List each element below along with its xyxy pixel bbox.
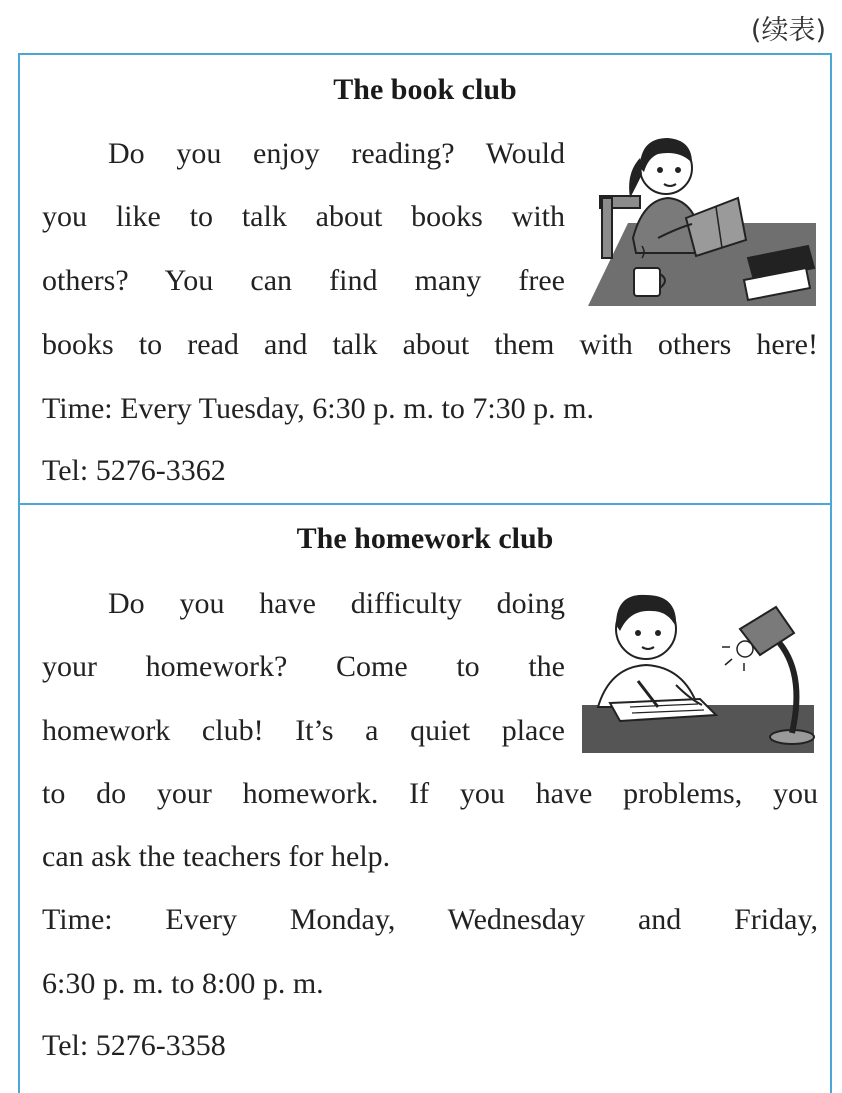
homework-club-time-2: 6:30 p. m. to 8:00 p. m. [42, 967, 324, 1000]
homework-club-line-1: Do you have difficulty doing [108, 587, 565, 620]
homework-club-line-3: homework club! It’s a quiet place [42, 714, 565, 747]
homework-club-line-5: can ask the teachers for help. [42, 840, 391, 873]
continued-label: (续表) [750, 15, 826, 46]
homework-club-time-1: Time: Every Monday, Wednesday and Friday, [42, 903, 818, 936]
homework-club-line-2: your homework? Come to the [42, 650, 565, 683]
boy-studying-illustration [580, 581, 816, 757]
book-club-line-4: books to read and talk about them with others here! [42, 328, 818, 361]
girl-reading-illustration [588, 128, 818, 308]
book-club-line-1: Do you enjoy reading? Would [108, 137, 565, 170]
book-club-line-2: you like to talk about books with [42, 200, 565, 233]
homework-club-title: The homework club [296, 522, 554, 555]
book-club-title: The book club [333, 73, 517, 106]
book-club-tel: Tel: 5276-3362 [42, 454, 226, 487]
book-club-time: Time: Every Tuesday, 6:30 p. m. to 7:30 p. m. [42, 392, 594, 425]
homework-club-section [18, 505, 832, 1084]
book-club-section [18, 53, 832, 503]
homework-club-line-4: to do your homework. If you have problems, you [42, 777, 818, 810]
homework-club-tel: Tel: 5276-3358 [42, 1029, 226, 1062]
book-club-line-3: others? You can find many free [42, 264, 565, 297]
